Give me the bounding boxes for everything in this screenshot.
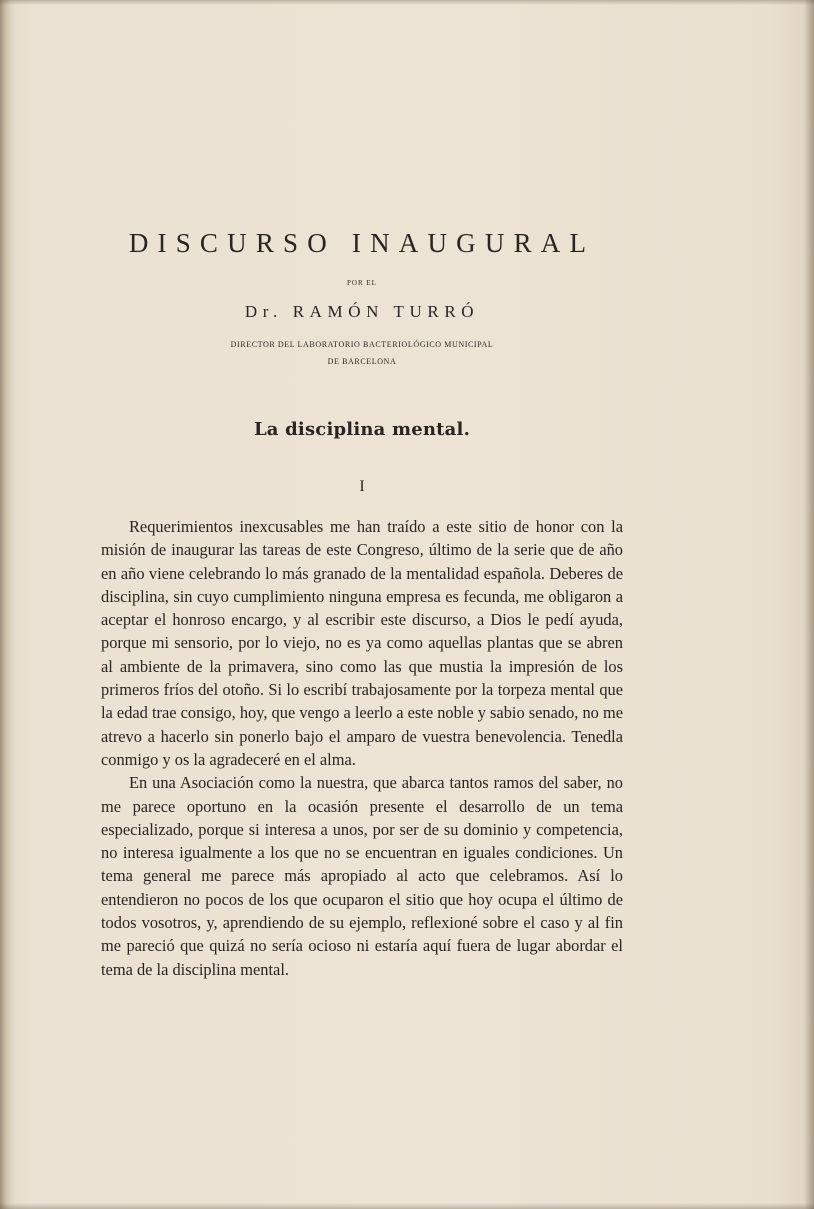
author-name: Dr. RAMÓN TURRÓ (244, 302, 480, 321)
main-title: DISCURSO INAUGURAL (128, 228, 596, 258)
body-text (101, 515, 623, 981)
author-affiliation-line-2: DE BARCELONA (327, 357, 397, 366)
author-affiliation-line-1: DIRECTOR DEL LABORATORIO BACTERIOLÓGICO MUNICIPAL (230, 340, 494, 349)
author-affiliation (100, 336, 624, 370)
paragraph: Requerimientos inexcusables me han traído a este sitio de honor con la misión de inaugurar las tareas de este Congreso, último de la serie que de año en año viene celebrando lo más granado de la mentalidad española. Deberes de disciplina, sin cuyo cumplimiento ninguna empresa es fecunda, me obligaron a aceptar el honroso encargo, y al escribir este discurso, a Dios le pedí ayuda, porque mi sensorio, por lo viejo, no es ya como aquellas plantas que se abren al ambiente de la primavera, sino como las que mustia la impresión de los primeros fríos del otoño. Si lo escribí trabajosamente por la torpeza mental que la edad trae consigo, hoy, que vengo a leerlo a este noble y sabio senado, no me atrevo a hacerlo sin ponerlo bajo el amparo de vuestra benevolencia. Tenedla conmigo y os la agradeceré en el alma. (101, 517, 623, 769)
paragraph: En una Asociación como la nuestra, que abarca tantos ramos del saber, no me parece oportuno en la ocasión presente el desarrollo de un tema especializado, porque si interesa a unos, por ser de su dominio y competencia, no interesa igualmente a los que no se encuentran en iguales condiciones. Un tema general me parece más apropiado al acto que celebramos. Así lo entendieron no pocos de los que ocuparon el sitio que hoy ocupa el último de todos vosotros, y, aprendiendo de su ejemplo, reflexioné sobre el caso y al fin me pareció que quizá no sería ocioso ni estaría aquí fuera de lugar abordar el tema de la disciplina mental. (101, 773, 623, 979)
by-label: POR EL (347, 279, 377, 287)
section-title: La disciplina mental. (253, 419, 471, 440)
part-number: I (359, 478, 365, 495)
